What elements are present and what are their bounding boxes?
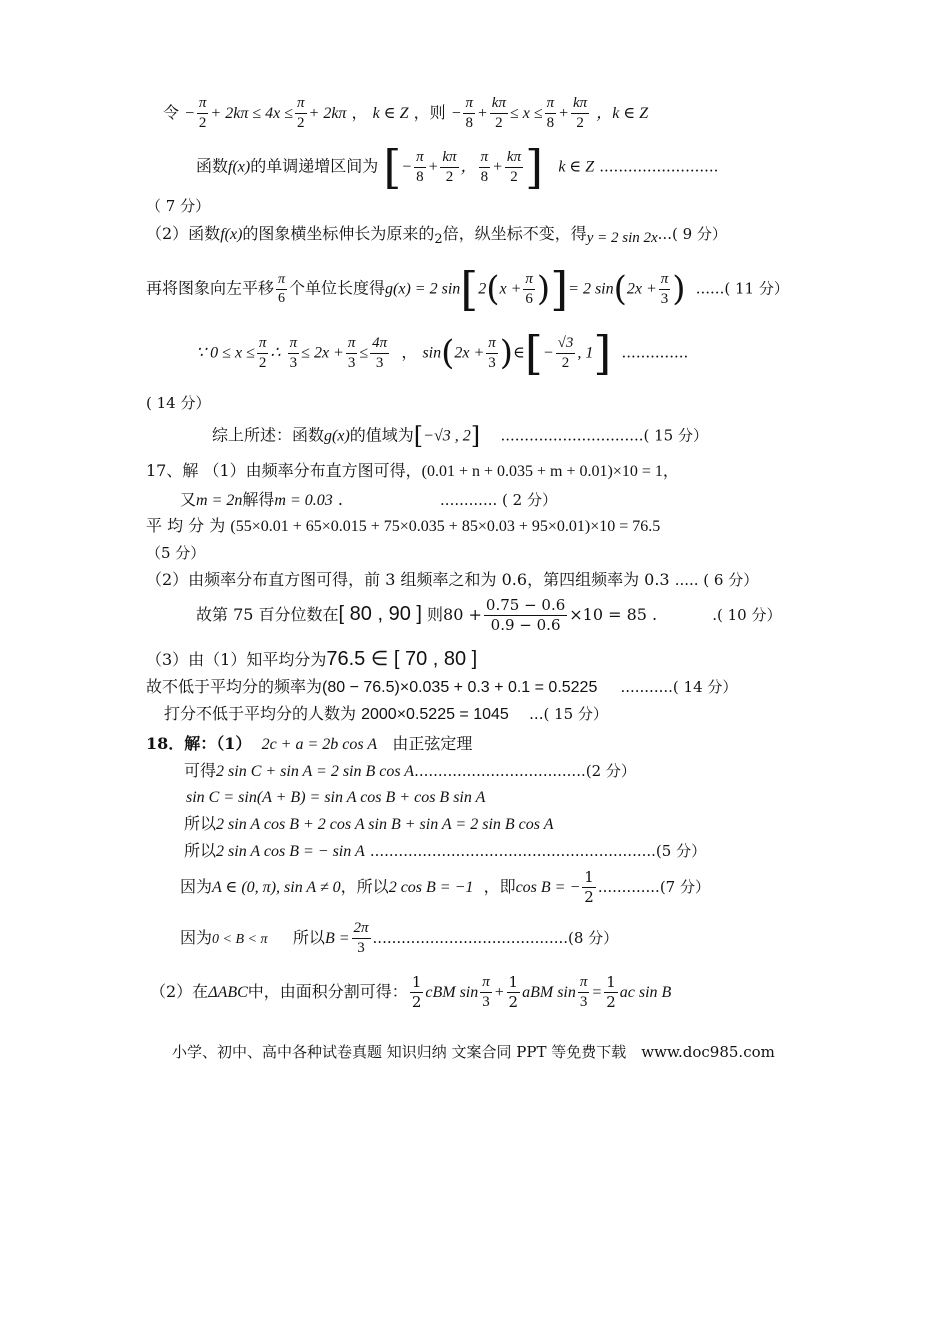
q18-h-a: 因为 bbox=[180, 928, 213, 947]
q17-f-interval: [ 80 , 90 ] bbox=[338, 603, 422, 625]
q17-f-num: 0.75 − 0.6 bbox=[485, 596, 566, 614]
q18-a: 18．解：（1） bbox=[146, 734, 252, 753]
q18-h-num: 2π bbox=[352, 921, 371, 939]
q17-h-eq: (80 − 76.5)×0.035 + 0.3 + 0.1 = 0.5225 bbox=[322, 679, 598, 696]
q17-h-a: 故不低于平均分的频率为 bbox=[146, 677, 323, 696]
q17-b5: . bbox=[337, 490, 343, 509]
q17-e-score: ..... ( 6 分） bbox=[674, 571, 759, 589]
line-4-b: 的图象横坐标伸长为原来的 bbox=[242, 224, 435, 243]
q17-f-a: 故第 75 百分位数在 bbox=[196, 605, 339, 624]
q18-line-3 bbox=[186, 789, 485, 806]
line-4 bbox=[146, 226, 727, 246]
q17-line-3 bbox=[146, 518, 660, 535]
q17-e: （2）由频率分布直方图可得，前 3 组频率之和为 0.6，第四组频率为 0.3 bbox=[146, 570, 670, 589]
q17-h-score: ...........( 14 分） bbox=[620, 678, 738, 696]
q17-line-6: 故第 75 百分位数在[ 80 , 90 ] 则80 + $\frac{0.75 - 0.6}{0.9 - 0.6}$ ×10 = 85 . .( 10 分） bbox=[196, 596, 782, 634]
q18-line-1 bbox=[146, 736, 472, 753]
q18-g-eq: A ∈ (0, π), sin A ≠ 0 bbox=[212, 879, 341, 896]
line-7-score: ( 14 分） bbox=[146, 394, 211, 412]
line-1-sep: ， bbox=[351, 103, 368, 122]
q18-h-eq: 0 < B < π bbox=[212, 932, 268, 947]
line-5-b: 个单位长度得 bbox=[289, 278, 386, 298]
q18-f-eq: 2 sin A cos B = − sin A bbox=[216, 843, 365, 860]
q18-g-b: ，所以 bbox=[340, 877, 389, 896]
q17-b: 又 bbox=[180, 490, 197, 509]
line-1: 令 − $\frac{\pi}{2}$ + 2kπ ≤ 4x ≤ $\frac{\pi}{2}$ + 2kπ ， k ∈ Z ，则 − $\frac{\pi}{8}$ + $\frac{k\pi}{2}$ ≤ x ≤ $\frac{\pi}{8}$ + $\frac{k\pi}{2}$ ，k ∈ Z bbox=[163, 95, 649, 131]
q17-f-b: 则 bbox=[427, 605, 444, 624]
line-6-dots: .............. bbox=[621, 343, 689, 362]
q18-g-score: .............(7 分） bbox=[597, 878, 710, 896]
q18-c-score: ....................................(2 分） bbox=[414, 762, 636, 780]
q18-eq: 2c + a = 2b cos A bbox=[261, 736, 378, 753]
q18-g-eq3: cos B = − bbox=[515, 879, 581, 896]
q18-g-c: ，即 bbox=[483, 877, 516, 896]
q18-g-eq2: 2 cos B = −1 bbox=[388, 879, 474, 896]
q18-b: 由正弦定理 bbox=[392, 734, 473, 753]
line-2-mid: 的单调递增区间为 bbox=[250, 156, 379, 176]
line-2-fx: f(x) bbox=[228, 158, 251, 176]
q18-h-eq2: B = bbox=[324, 930, 350, 947]
q17-c: 平 均 分 为 bbox=[146, 516, 226, 535]
footer-text: 小学、初中、高中各种试卷真题 知识归纳 文案合同 PPT 等免费下载 www.doc985.com bbox=[172, 1043, 775, 1061]
line-6: ∵ 0 ≤ x ≤ $\frac{\pi}{2}$ ∴ $\frac{\pi}{3}$ ≤ 2x + $\frac{\pi}{3}$ ≤ $\frac{4\pi}{3}$ ， sin(2x + $\frac{\pi}{3}$ )∈[− $\frac{√3}{2}$ , 1] .............. bbox=[196, 326, 689, 380]
line-8-score: ..............................( 15 分） bbox=[500, 426, 708, 445]
line-8-g: g(x) bbox=[324, 427, 350, 445]
line-4-c: 倍，纵坐标不变，得 bbox=[442, 224, 587, 243]
q17-line-8 bbox=[146, 679, 737, 696]
q17-line-1 bbox=[146, 463, 679, 480]
q18-f-a: 所以 bbox=[184, 841, 217, 860]
line-1-kz2: ，k ∈ Z bbox=[596, 105, 649, 122]
line-2-dots: ......................... bbox=[599, 157, 719, 176]
line-5: 再将图象向左平移 $\frac{\pi}{6}$ 个单位长度得g(x) = 2 sin[2(x + $\frac{\pi}{6}$ )]= 2 sin(2x + $\frac{\pi}{3}$ ) ......( 11 分） bbox=[146, 262, 789, 316]
q18-line-7 bbox=[180, 921, 618, 956]
line-8-a: 综上所述：函数 bbox=[212, 425, 325, 445]
q18-e-eq: 2 sin A cos B + 2 cos A sin B + sin A = 2 sin B cos A bbox=[216, 816, 554, 833]
q17-b3: 解得 bbox=[242, 490, 275, 509]
q17-line-4: （5 分） bbox=[146, 544, 206, 562]
q18-h-score: .........................................(8 分） bbox=[372, 929, 619, 947]
line-2-kz: k ∈ Z bbox=[558, 158, 595, 176]
q18-i-a: （2）在 bbox=[150, 982, 209, 1001]
q18-c-a: 可得 bbox=[184, 761, 217, 780]
q17-i-a: 打分不低于平均分的人数为 bbox=[164, 704, 357, 723]
q17-line-5 bbox=[146, 572, 758, 588]
q17-f-den: 0.9 − 0.6 bbox=[490, 616, 561, 634]
q17-f-score: .( 10 分） bbox=[712, 606, 782, 624]
q18-line-5 bbox=[184, 843, 706, 860]
q17-line-7 bbox=[146, 649, 477, 669]
line-8: 综上所述：函数g(x)的值域为[−√3 , 2] ..............................( 15 分） bbox=[212, 422, 708, 450]
line-3-score: （ 7 分） bbox=[146, 197, 211, 215]
line-4-a: （2）函数 bbox=[146, 224, 221, 243]
line-2: 函数f(x)的单调递增区间为 [− $\frac{\pi}{8}$ + $\frac{k\pi}{2}$ ， $\frac{\pi}{8}$ + $\frac{k\pi}{2}$ ] k ∈ Z ......................... bbox=[196, 140, 719, 194]
q18-h-b: 所以 bbox=[292, 928, 325, 947]
q17-b-score: ............ ( 2 分） bbox=[440, 491, 557, 509]
line-5-score: ......( 11 分） bbox=[695, 279, 789, 298]
line-4-y: y = 2 sin 2x bbox=[586, 230, 658, 246]
q17-i-score: ...( 15 分） bbox=[529, 705, 608, 723]
q17-b4: m = 0.03 bbox=[274, 492, 333, 509]
line-1-prefix: 令 bbox=[163, 103, 180, 122]
line-5-a: 再将图象向左平移 bbox=[146, 278, 275, 298]
q17-i-eq: 2000×0.5225 = 1045 bbox=[361, 706, 509, 723]
line-4-two: 2 bbox=[434, 232, 443, 247]
q18-f-score: ............................................................(5 分） bbox=[369, 842, 707, 860]
q18-d-eq: sin C = sin(A + B) = sin A cos B + cos B sin A bbox=[186, 789, 486, 806]
q17-g-a: （3）由（1）知平均分为 bbox=[146, 650, 327, 669]
q18-c-eq: 2 sin C + sin A = 2 sin B cos A bbox=[216, 763, 415, 780]
line-1-then: ，则 bbox=[413, 103, 446, 122]
q17-line-2 bbox=[180, 492, 557, 509]
q17-line-9 bbox=[164, 706, 608, 723]
q18-line-8: （2）在ΔABC中，由面积分割可得： $\frac{1}{2}$ cBM sin $\frac{\pi}{3}$ + $\frac{1}{2}$ aBM sin $\frac{\pi}{3}$ = $\frac{1}{2}$ ac sin B bbox=[150, 973, 672, 1011]
line-2-text: 函数 bbox=[196, 156, 229, 176]
q18-line-2 bbox=[184, 763, 636, 780]
line-1-kz: k ∈ Z bbox=[372, 105, 409, 122]
q18-i-tri: ΔABC bbox=[208, 984, 248, 1001]
q18-line-6: 因为A ∈ (0, π), sin A ≠ 0，所以2 cos B = −1 ，即cos B = − $\frac{1}{2}$ .............(7 分） bbox=[180, 868, 710, 906]
q18-e-a: 所以 bbox=[184, 814, 217, 833]
line-4-score: ...( 9 分） bbox=[657, 225, 727, 243]
q18-h-den: 3 bbox=[357, 940, 365, 956]
line-8-b: 的值域为 bbox=[349, 425, 414, 445]
q17-g-val: 76.5 ∈ [ 70 , 80 ] bbox=[326, 648, 478, 670]
q17-eq: (0.01 + n + 0.035 + m + 0.01)×10 = 1， bbox=[421, 463, 679, 480]
q18-g-a: 因为 bbox=[180, 877, 213, 896]
q18-line-4 bbox=[184, 816, 553, 833]
line-4-fx: f(x) bbox=[220, 226, 243, 243]
q17-b2: m = 2n bbox=[196, 492, 243, 509]
q17-c-eq: (55×0.01 + 65×0.015 + 75×0.035 + 85×0.03 + 95×0.01)×10 = 76.5 bbox=[230, 518, 661, 535]
q18-i-b: 中，由面积分割可得： bbox=[247, 982, 408, 1001]
q17-f-c: ×10 = 85 . bbox=[569, 605, 658, 624]
q17-a: 17、解 （1）由频率分布直方图可得， bbox=[146, 461, 422, 480]
